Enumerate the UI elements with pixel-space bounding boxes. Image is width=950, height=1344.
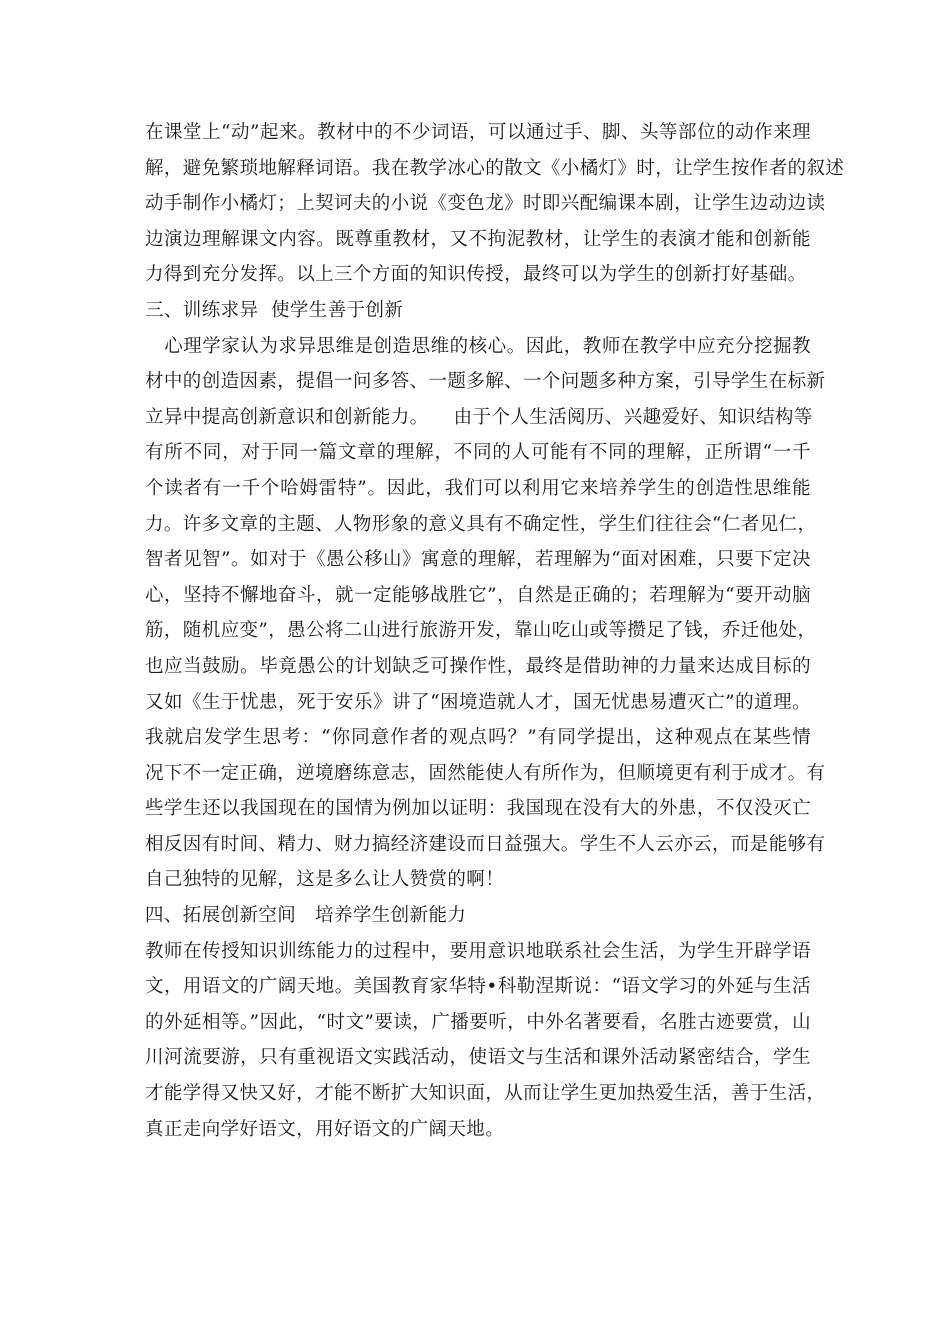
text-line-5: 力得到充分发挥。以上三个方面的知识传授，最终可以为学生的创新打好基础。	[145, 264, 807, 286]
text-line-9: 立异中提高创新意识和创新能力。 由于个人生活阅历、兴趣爱好、知识结构等	[145, 406, 813, 428]
text-line-15: 筋，随机应变”，愚公将二山进行旅游开发，靠山吃山或等攒足了钱，乔迁他处，	[145, 620, 817, 642]
text-line-28: 才能学得又快又好，才能不断扩大知识面，从而让学生更加热爱生活，善于生活，	[145, 1083, 826, 1105]
text-line-22: 自己独特的见解，这是多么让人赞赏的啊！	[145, 869, 505, 891]
text-line-4: 边演边理解课文内容。既尊重教材，又不拘泥教材，让学生的表演才能和创新能	[145, 228, 811, 250]
text-line-26: 的外延相等。”因此，“时文”要读，广播要听，中外名著要看，名胜古迹要赏，山	[145, 1011, 811, 1033]
text-line-3: 动手制作小橘灯；上契诃夫的小说《变色龙》时即兴配编课本剧，让学生边动边读	[145, 193, 826, 215]
section-heading-4: 四、拓展创新空间 培养学生创新能力	[145, 905, 467, 927]
document-body	[145, 115, 845, 1147]
text-line-18: 我就启发学生思考：“你同意作者的观点吗？”有同学提出，这种观点在某些情	[145, 727, 811, 749]
text-line-1: 在课堂上“动”起来。教材中的不少词语，可以通过手、脚、头等部位的动作来理	[145, 122, 811, 143]
text-line-27: 川河流要游，只有重视语文实践活动，使语文与生活和课外活动紧密结合，学生	[145, 1047, 811, 1069]
text-line-13: 智者见智”。如对于《愚公移山》寓意的理解，若理解为“面对困难，只要下定决	[145, 549, 811, 571]
text-line-7: 心理学家认为求异思维是创造思维的核心。因此，教师在教学中应充分挖掘教	[145, 335, 811, 357]
text-line-8: 材中的创造因素，提倡一问多答、一题多解、一个问题多种方案，引导学生在标新	[145, 371, 826, 393]
section-heading-3: 三、训练求异 使学生善于创新	[145, 299, 404, 321]
text-line-21: 相反因有时间、精力、财力搞经济建设而日益强大。学生不人云亦云，而是能够有	[145, 833, 826, 855]
text-line-19: 况下不一定正确，逆境磨练意志，固然能使人有所作为，但顺境更有利于成才。有	[145, 762, 826, 784]
text-line-12: 力。许多文章的主题、人物形象的意义具有不确定性，学生们往往会“仁者见仁，	[145, 513, 817, 535]
text-line-14: 心，坚持不懈地奋斗，就一定能够战胜它”，自然是正确的；若理解为“要开动脑	[145, 584, 811, 606]
text-line-16: 也应当鼓励。毕竟愚公的计划缺乏可操作性，最终是借助神的力量来达成目标的	[145, 655, 811, 677]
text-line-2: 解，避免繁琐地解释词语。我在教学冰心的散文《小橘灯》时，让学生按作者的叙述	[145, 157, 845, 179]
text-line-20: 些学生还以我国现在的国情为例加以证明：我国现在没有大的外患，不仅没灭亡	[145, 798, 811, 820]
text-line-29: 真正走向学好语文，用好语文的广阔天地。	[145, 1118, 505, 1140]
text-line-25: 文，用语文的广阔天地。美国教育家华特•科勒涅斯说：“语文学习的外延与生活	[145, 976, 811, 998]
text-line-24: 教师在传授知识训练能力的过程中，要用意识地联系社会生活，为学生开辟学语	[145, 940, 811, 962]
text-line-11: 个读者有一千个哈姆雷特”。因此，我们可以利用它来培养学生的创造性思维能	[145, 477, 811, 499]
text-line-10: 有所不同，对于同一篇文章的理解，不同的人可能有不同的理解，正所谓“一千	[145, 442, 811, 464]
text-line-17: 又如《生于忧患，死于安乐》讲了“困境造就人才，国无忧患易遭灭亡”的道理。	[145, 691, 811, 713]
